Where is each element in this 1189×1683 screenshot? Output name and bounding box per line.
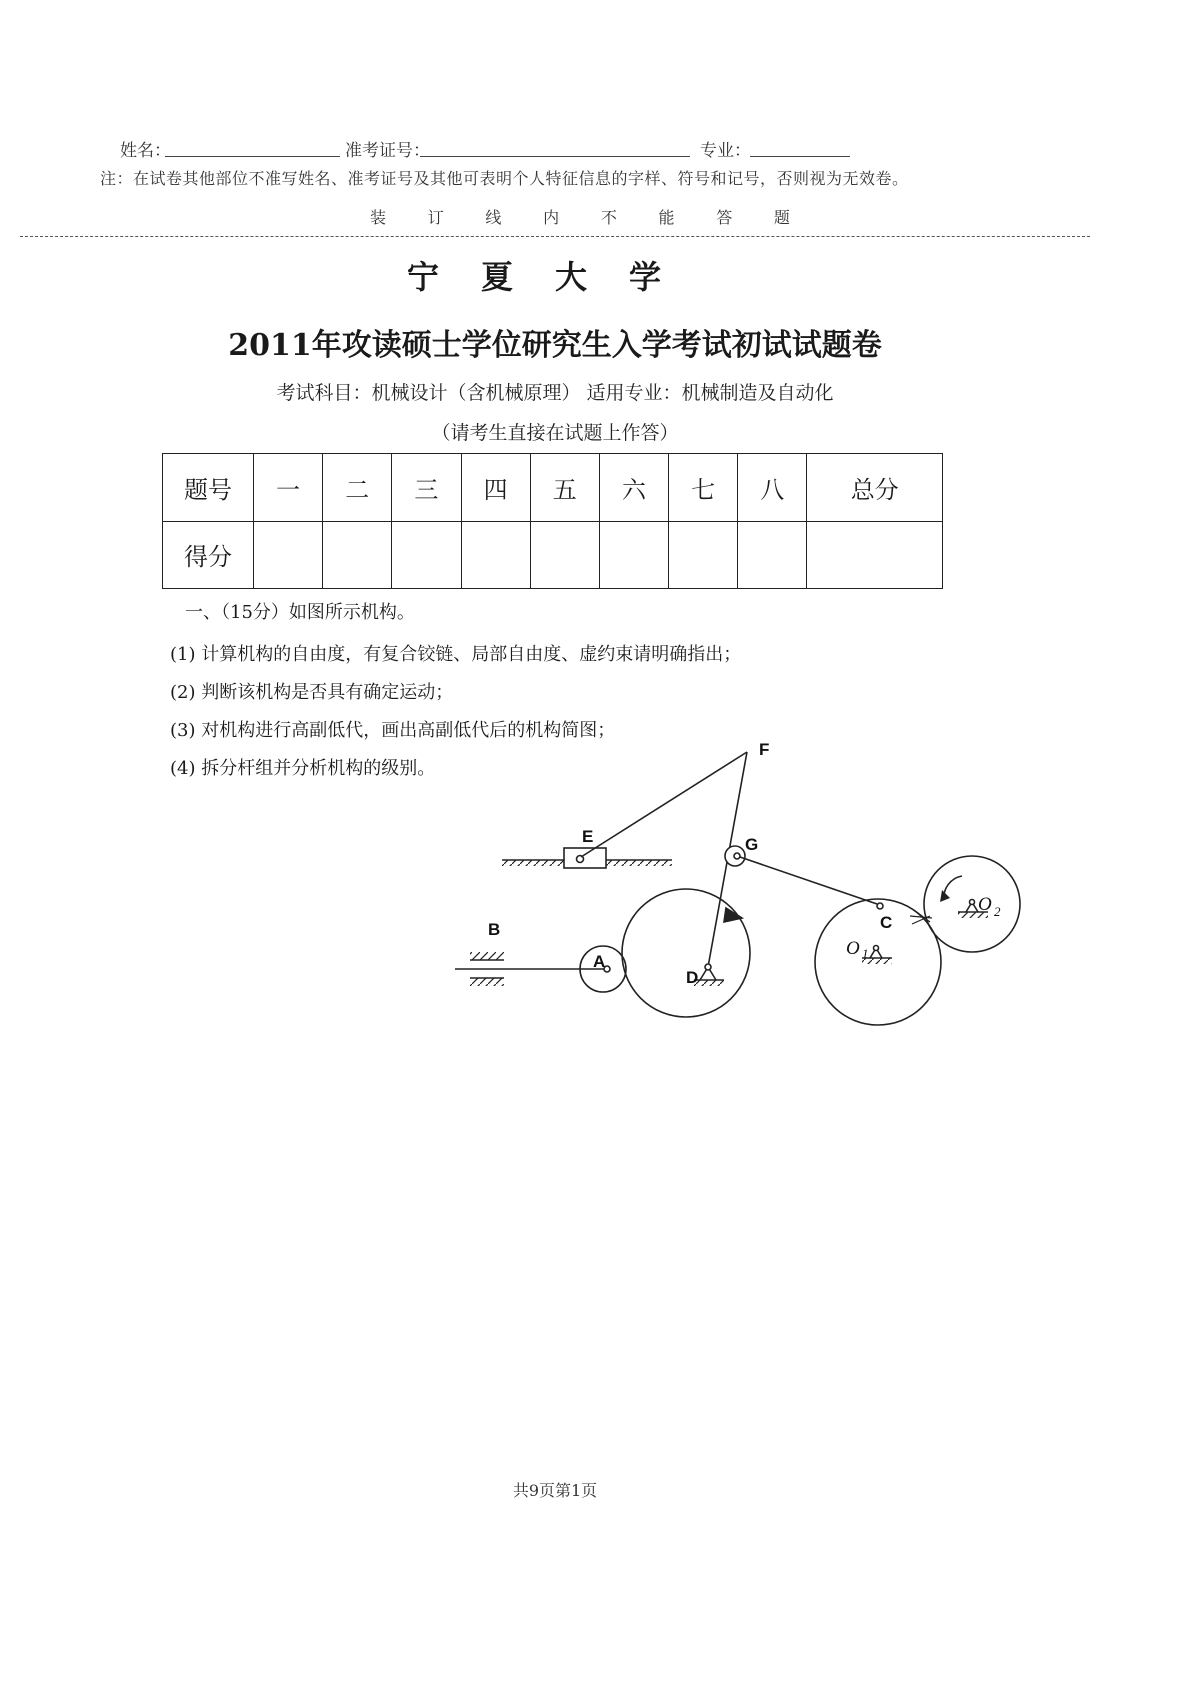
question-heading: 一、（15分）如图所示机构。 <box>185 602 415 623</box>
name-field[interactable] <box>165 156 340 157</box>
instruction-line: （请考生直接在试题上作答） <box>431 422 679 444</box>
label-g: G <box>745 835 759 854</box>
label-c: C <box>880 913 893 932</box>
label-o2-sub: 2 <box>994 904 1001 919</box>
table-header-cell: 总分 <box>807 454 943 522</box>
exam-no-label: 准考证号： <box>345 141 430 161</box>
candidate-info-line <box>120 136 1020 162</box>
binding-line-text <box>370 205 790 228</box>
score-cell[interactable] <box>669 521 738 589</box>
score-cell[interactable] <box>254 521 323 589</box>
table-header-cell: 三 <box>392 454 461 522</box>
mechanism-diagram <box>430 720 1030 1040</box>
notice-text: 注：在试卷其他部位不准写姓名、准考证号及其他可表明个人特征信息的字样、符号和记号，否则视为无效卷。 <box>100 169 909 188</box>
contact-mark <box>910 910 932 924</box>
table-row <box>163 454 943 522</box>
link-ef <box>581 752 747 857</box>
table-header-cell: 四 <box>461 454 530 522</box>
table-row <box>163 521 943 589</box>
binding-char: 订 <box>427 208 444 227</box>
binding-char: 内 <box>543 208 560 227</box>
label-a: A <box>593 952 606 971</box>
score-cell[interactable] <box>807 521 943 589</box>
joint-g <box>734 853 740 859</box>
question-item: (4) 拆分杆组并分析机构的级别。 <box>170 758 436 779</box>
exam-title: 2011年攻读硕士学位研究生入学考试初试试题卷 <box>228 328 882 363</box>
university-name: 宁夏大学 <box>406 258 703 296</box>
label-o1: O <box>846 938 860 959</box>
label-o2: O <box>978 894 992 915</box>
binding-char: 线 <box>485 208 502 227</box>
binding-char: 不 <box>600 208 617 227</box>
table-header-cell: 五 <box>530 454 599 522</box>
link-gc <box>740 857 877 904</box>
gear-d <box>622 889 750 1017</box>
question-item: (1) 计算机构的自由度，有复合铰链、局部自由度、虚约束请明确指出； <box>170 644 742 665</box>
score-cell[interactable] <box>461 521 530 589</box>
table-cell: 题号 <box>163 454 254 522</box>
question-item: (3) 对机构进行高副低代，画出高副低代后的机构简图； <box>170 720 616 741</box>
binding-char: 装 <box>370 208 387 227</box>
table-cell: 得分 <box>163 521 254 589</box>
label-e: E <box>582 827 594 846</box>
binding-char: 能 <box>658 208 675 227</box>
name-label: 姓名： <box>120 141 171 161</box>
label-d: D <box>686 968 699 987</box>
binding-char: 答 <box>716 208 733 227</box>
major-label: 专业： <box>700 141 751 161</box>
label-b: B <box>488 920 501 939</box>
label-f: F <box>759 740 770 759</box>
subject-line: 考试科目：机械设计（含机械原理） 适用专业：机械制造及自动化 <box>276 382 834 404</box>
table-header-cell: 八 <box>738 454 807 522</box>
score-cell[interactable] <box>530 521 599 589</box>
score-cell[interactable] <box>392 521 461 589</box>
question-item: (2) 判断该机构是否具有确定运动； <box>170 682 454 703</box>
major-field[interactable] <box>750 156 850 157</box>
table-header-cell: 一 <box>254 454 323 522</box>
table-header-cell: 七 <box>669 454 738 522</box>
table-header-cell: 六 <box>599 454 668 522</box>
slider-e <box>564 848 606 868</box>
label-o1-sub: 1 <box>862 946 869 961</box>
score-cell[interactable] <box>323 521 392 589</box>
joint-c <box>877 903 883 909</box>
table-header-cell: 二 <box>323 454 392 522</box>
score-cell[interactable] <box>599 521 668 589</box>
binding-char: 题 <box>773 208 790 227</box>
binding-dashed-line <box>20 236 1090 237</box>
page-footer: 共9页第1页 <box>512 1481 598 1500</box>
score-cell[interactable] <box>738 521 807 589</box>
score-table <box>162 453 943 589</box>
pivot-d <box>705 964 711 970</box>
exam-no-field[interactable] <box>420 156 690 157</box>
